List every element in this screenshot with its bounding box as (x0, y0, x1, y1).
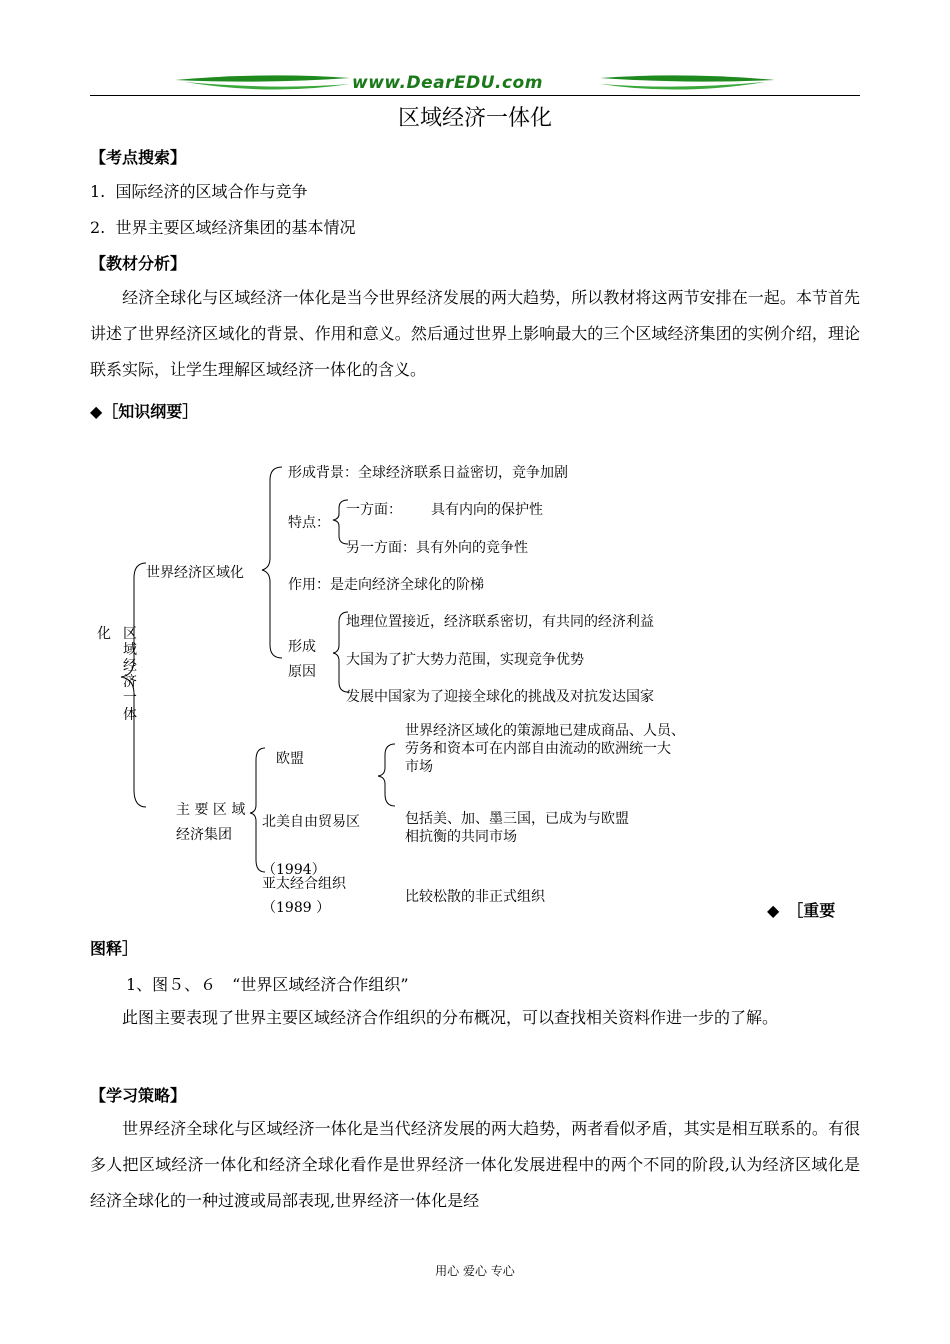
diagram-root-char-5: 一 (123, 690, 137, 706)
site-logo[interactable]: www.DearEDU.com (352, 73, 543, 93)
diagram-root-char-4: 济 (123, 674, 137, 690)
tushi-paragraph: 此图主要表现了世界主要区域经济合作组织的分布概况，可以查找相关资料作进一步的了解。 (90, 1008, 779, 1027)
branch2-eu: 欧盟 (276, 751, 304, 767)
branch2-apec-year: （1989 ） (262, 900, 331, 916)
branch2-apec: 亚太经合组织 (262, 876, 346, 892)
kaodian-item-1: 1. 国际经济的区域合作与竞争 (90, 182, 308, 201)
page-title: 区域经济一体化 (397, 106, 552, 131)
branch1-cause-label-2: 原因 (288, 664, 316, 680)
diagram-root-char-6: 体 (123, 707, 137, 723)
branch2-nafta-desc-1: 包括美、加、墨三国，已成为与欧盟 (405, 811, 629, 827)
tushi-item: 1、图５、６ “世界区域经济合作组织” (126, 975, 409, 994)
branch1-brace (262, 467, 282, 658)
heading-zhishi: ◆［知识纲要］ (90, 402, 199, 421)
branch2-eu-desc-3: 市场 (405, 759, 433, 775)
branch2-brace (250, 748, 265, 872)
heading-jiaocai: 【教材分析】 (90, 254, 187, 273)
branch1-cause-2: 大国为了扩大势力范围，实现竞争优势 (346, 652, 584, 668)
branch2-nafta-desc-2: 相抗衡的共同市场 (405, 829, 517, 845)
xuexi-paragraph: 世界经济全球化与区域经济一体化是当代经济发展的两大趋势，两者看似矛盾，其实是相互联系的。有很多人把区域经济一体化和经济全球化看作是世界经济一体化发展进程中的两个不同的阶段,认为经济区域化是经济全球化的一种过渡或局部表现,世界经济一体化是经 (90, 1119, 860, 1210)
branch1-feature-a-label: 一方面： (346, 502, 402, 518)
branch2-eu-desc-2: 劳务和资本可在内部自由流动的欧洲统一大 (405, 741, 671, 757)
diagram-root-left: 化 (97, 626, 111, 642)
branch2-label-2: 经济集团 (176, 827, 232, 843)
branch2-apec-desc: 比较松散的非正式组织 (405, 889, 545, 905)
branch1-cause-1: 地理位置接近，经济联系密切，有共同的经济利益 (346, 614, 654, 630)
branch1-cause-label-1: 形成 (288, 639, 316, 655)
heading-tushi-part1: ◆ ［重要 (767, 901, 836, 920)
eu-brace (378, 744, 395, 806)
branch1-label: 世界经济区域化 (146, 565, 244, 581)
heading-kaodian: 【考点搜索】 (90, 148, 187, 167)
diagram-root-char-3: 经 (123, 658, 137, 674)
branch1-feature-label: 特点： (288, 515, 330, 531)
page-footer: 用心 爱心 专心 (435, 1264, 515, 1278)
branch1-feature-b: 另一方面：具有外向的竞争性 (346, 540, 528, 556)
branch1-background: 形成背景：全球经济联系日益密切，竞争加剧 (288, 465, 568, 481)
heading-tushi-part2: 图释］ (90, 939, 139, 958)
diagram-root-char-1: 区 (123, 626, 137, 642)
heading-xuexi: 【学习策略】 (90, 1086, 187, 1105)
branch1-cause-3: 发展中国家为了迎接全球化的挑战及对抗发达国家 (346, 689, 654, 705)
branch1-feature-a-text: 具有内向的保护性 (431, 502, 543, 518)
branch1-role: 作用：是走向经济全球化的阶梯 (288, 577, 484, 593)
kaodian-item-2: 2. 世界主要区域经济集团的基本情况 (90, 218, 356, 237)
diagram-root-char-2: 域 (123, 642, 137, 658)
branch2-nafta-year: （1994） (262, 862, 326, 878)
branch2-nafta: 北美自由贸易区 (262, 814, 360, 830)
jiaocai-paragraph: 经济全球化与区域经济一体化是当今世界经济发展的两大趋势，所以教材将这两节安排在一起。本节首先讲述了世界经济区域化的背景、作用和意义。然后通过世界上影响最大的三个区域经济集团的实例介绍，理论联系实际，让学生理解区域经济一体化的含义。 (90, 288, 860, 379)
branch2-eu-desc-1: 世界经济区域化的策源地已建成商品、人员、 (405, 723, 685, 739)
branch2-label-1: 主 要 区 域 (176, 802, 246, 818)
